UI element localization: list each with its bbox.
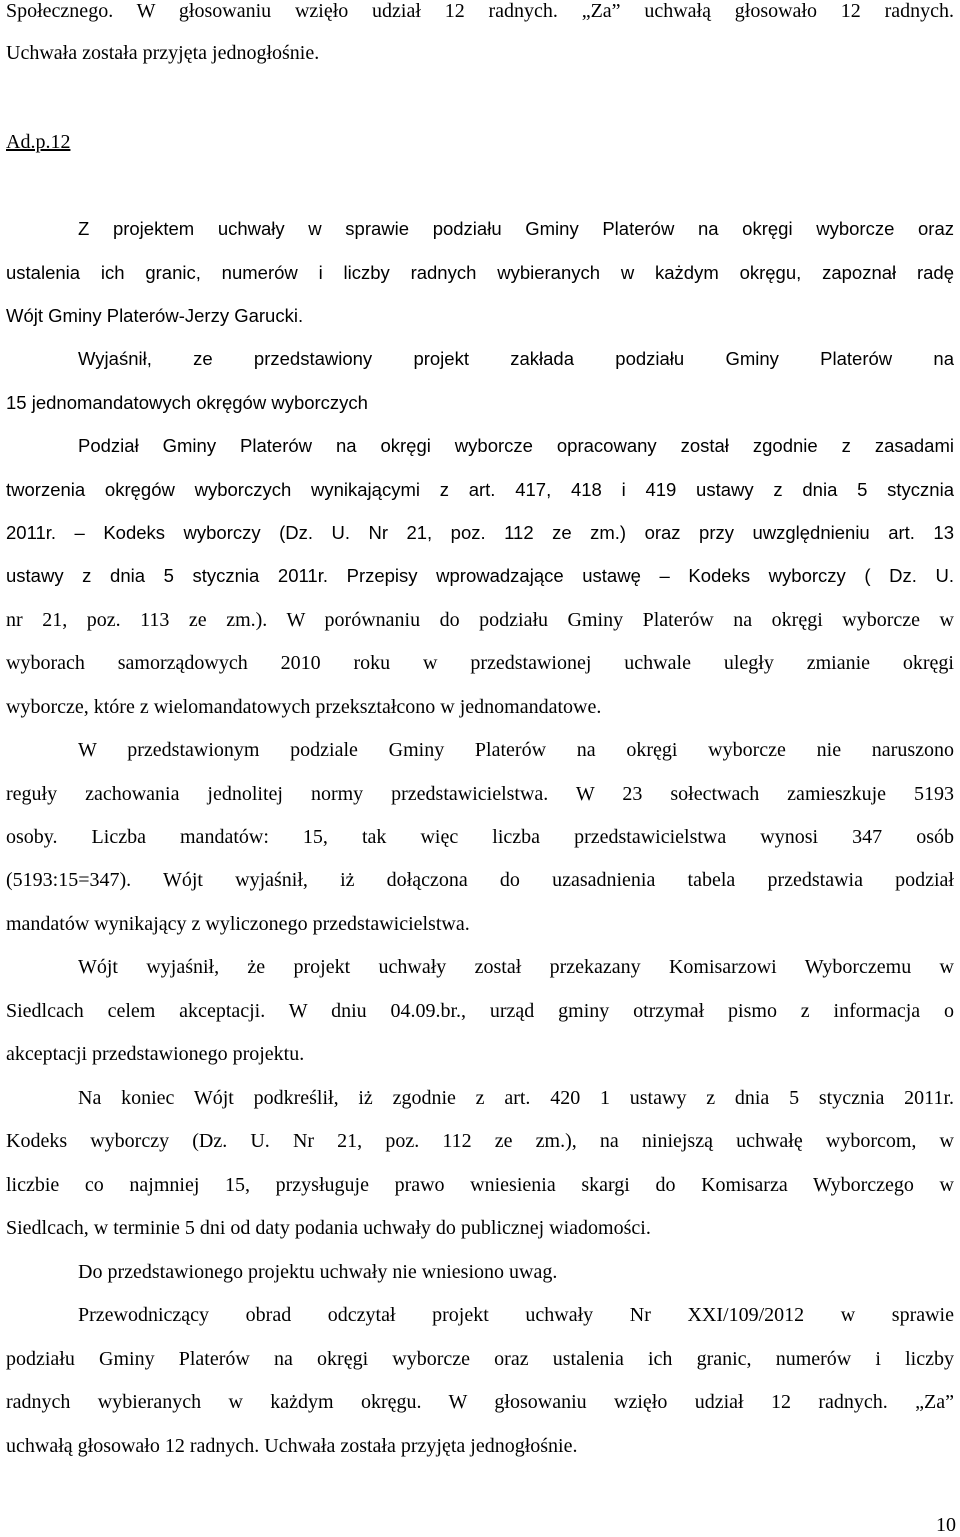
page-number: 10 xyxy=(936,1514,956,1536)
text-line: podziału Gminy Platerów na okręgi wyborcze oraz ustalenia ich granic, numerów i liczby xyxy=(6,1348,954,1370)
text-line: 15 jednomandatowych okręgów wyborczych xyxy=(6,392,368,413)
text-line: Na koniec Wójt podkreślił, iż zgodnie z art. 420 1 ustawy z dnia 5 stycznia 2011r. xyxy=(78,1087,954,1109)
text-line: Społecznego. W głosowaniu wzięło udział 12 radnych. „Za” uchwałą głosowało 12 radnych. xyxy=(6,0,954,22)
text-line: Z projektem uchwały w sprawie podziału Gminy Platerów na okręgi wyborcze oraz xyxy=(78,218,954,239)
text-line: nr 21, poz. 113 ze zm.). W porównaniu do podziału Gminy Platerów na okręgi wyborcze w xyxy=(6,609,954,631)
text-line: Wyjaśnił, ze przedstawiony projekt zakłada podziału Gminy Platerów na xyxy=(78,348,954,369)
text-line: Wójt Gminy Platerów-Jerzy Garucki. xyxy=(6,305,304,326)
text-line: Siedlcach celem akceptacji. W dniu 04.09.br., urząd gminy otrzymał pismo z informacja o xyxy=(6,1000,954,1022)
text-line: W przedstawionym podziale Gminy Platerów na okręgi wyborcze nie naruszono xyxy=(78,739,954,761)
text-line: ustawy z dnia 5 stycznia 2011r. Przepisy wprowadzające ustawę – Kodeks wyborczy ( Dz. U. xyxy=(6,565,954,586)
text-line: osoby. Liczba mandatów: 15, tak więc liczba przedstawicielstwa wynosi 347 osób xyxy=(6,826,954,848)
text-line: wyborach samorządowych 2010 roku w przedstawionej uchwale uległy zmianie okręgi xyxy=(6,652,954,674)
text-line: Podział Gminy Platerów na okręgi wyborcze opracowany został zgodnie z zasadami xyxy=(78,435,954,456)
text-line: Siedlcach, w terminie 5 dni od daty podania uchwały do publicznej wiadomości. xyxy=(6,1217,651,1239)
text-line: ustalenia ich granic, numerów i liczby radnych wybieranych w każdym okręgu, zapoznał radę xyxy=(6,262,954,283)
text-line: Uchwała została przyjęta jednogłośnie. xyxy=(6,42,320,64)
text-line: reguły zachowania jednolitej normy przedstawicielstwa. W 23 sołectwach zamieszkuje 5193 xyxy=(6,783,954,805)
text-line: Kodeks wyborczy (Dz. U. Nr 21, poz. 112 ze zm.), na niniejszą uchwałę wyborcom, w xyxy=(6,1130,954,1152)
text-line: akceptacji przedstawionego projektu. xyxy=(6,1043,305,1065)
text-line: mandatów wynikający z wyliczonego przedstawicielstwa. xyxy=(6,913,470,935)
text-line: Do przedstawionego projektu uchwały nie wniesiono uwag. xyxy=(78,1261,558,1283)
text-line: radnych wybieranych w każdym okręgu. W głosowaniu wzięło udział 12 radnych. „Za” xyxy=(6,1391,954,1413)
text-line: liczbie co najmniej 15, przysługuje prawo wniesienia skargi do Komisarza Wyborczego w xyxy=(6,1174,954,1196)
agenda-item-heading: Ad.p.12 xyxy=(6,131,71,153)
text-line: wyborcze, które z wielomandatowych przekształcono w jednomandatowe. xyxy=(6,696,602,718)
text-line: tworzenia okręgów wyborczych wynikającymi z art. 417, 418 i 419 ustawy z dnia 5 stycznia xyxy=(6,479,954,500)
text-line: (5193:15=347). Wójt wyjaśnił, iż dołączona do uzasadnienia tabela przedstawia podział xyxy=(6,869,954,891)
text-line: 2011r. – Kodeks wyborczy (Dz. U. Nr 21, poz. 112 ze zm.) oraz przy uwzględnieniu art. 13 xyxy=(6,522,954,543)
text-line: uchwałą głosowało 12 radnych. Uchwała została przyjęta jednogłośnie. xyxy=(6,1435,578,1457)
text-line: Przewodniczący obrad odczytał projekt uchwały Nr XXI/109/2012 w sprawie xyxy=(78,1304,954,1326)
text-line: Wójt wyjaśnił, że projekt uchwały został przekazany Komisarzowi Wyborczemu w xyxy=(78,956,954,978)
